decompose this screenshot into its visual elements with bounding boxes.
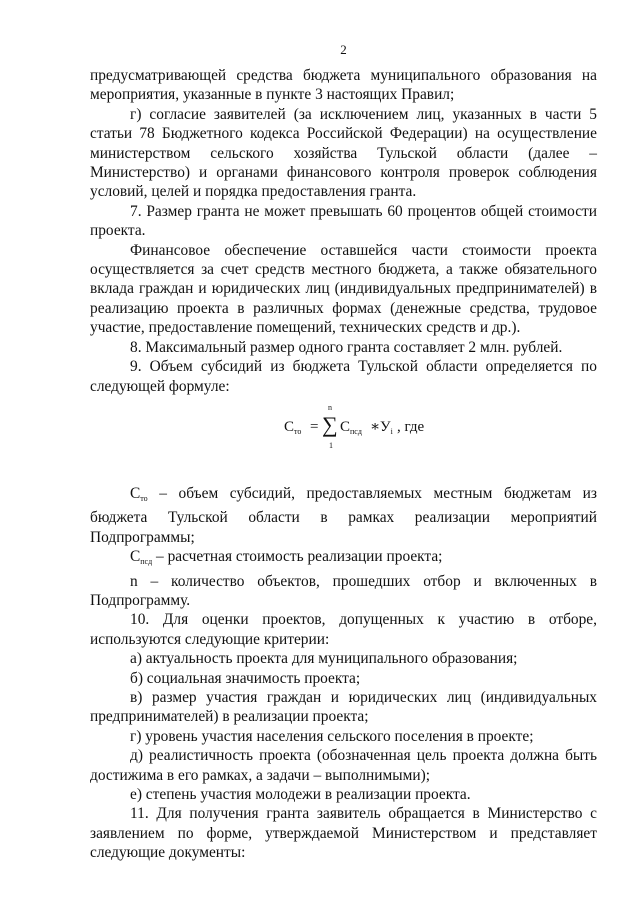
formula-sum-upper: n xyxy=(328,402,332,412)
criterion-item: а) актуальность проекта для муниципального образования; xyxy=(130,650,518,668)
definition-n: n – количество объектов, прошедших отбор и включенных в Подпрограмму. xyxy=(90,572,597,609)
criterion-item: б) социальная значимость проекта; xyxy=(130,669,361,687)
term-c-psd: Спсд xyxy=(130,548,153,567)
paragraph: 10. Для оценки проектов, допущенных к участию в отборе, используются следующие критерии: xyxy=(90,611,597,648)
paragraph: Финансовое обеспечение оставшейся части стоимости проекта осуществляется за счет средств местного бюджета, а также обязательного вклада граждан и юридических лиц (индивидуальных предпринимателей) в реализацию проекта в различных формах (денежные средства, трудовое участие, предоставление помещений, технических средств и др.). xyxy=(90,241,597,337)
page-number: 2 xyxy=(340,42,347,57)
criterion-item: е) степень участия молодежи в реализации проекта. xyxy=(130,786,471,803)
paragraph: 9. Объем субсидий из бюджета Тульской области определяется по следующей формуле: xyxy=(90,358,597,395)
paragraph: предусматривающей средства бюджета муниципального образования на мероприятия, указанные в пункте 3 настоящих Правил; xyxy=(90,67,597,104)
criterion-item: д) реалистичность проекта (обозначенная цель проекта должна быть достижима в его рамках, а задачи – выполнимыми); xyxy=(90,747,597,784)
definition-c-psd: Спсд – расчетная стоимость реализации проекта; xyxy=(130,548,443,567)
formula-times: ∗ xyxy=(370,418,381,435)
formula xyxy=(90,398,597,460)
formula-sum-lower: 1 xyxy=(329,440,333,450)
paragraph: г) согласие заявителей (за исключением лиц, указанных в части 5 статьи 78 Бюджетного кодекса Российской Федерации) на осуществление министерством сельского хозяйства Тульской области (далее – Министерство) и органами финансового контроля проверок соблюдения условий, целей и порядка предоставления гранта. xyxy=(90,105,597,201)
criterion-item: в) размер участия граждан и юридических лиц (индивидуальных предпринимателей) в реализации проекта; xyxy=(90,688,597,726)
paragraph: 11. Для получения гранта заявитель обращается в Министерство с заявлением по форме, утверждаемой Министерством и представляет следующие документы: xyxy=(90,805,597,862)
formula-y: $У_i$ xyxy=(380,418,393,436)
definition-c-to: Сто – объем субсидий, предоставляемых местным бюджетам из бюджета Тульской области в рамках реализации мероприятий Подпрограммы; xyxy=(90,484,597,546)
paragraph: 8. Максимальный размер одного гранта составляет 2 млн. рублей. xyxy=(130,338,563,356)
paragraph: 7. Размер гранта не может превышать 60 процентов общей стоимости проекта. xyxy=(90,202,597,240)
formula-term: $С_{псд}$ xyxy=(340,418,362,436)
term-c-to: Сто xyxy=(130,484,148,503)
formula-tail: , где xyxy=(397,418,425,435)
criterion-item: г) уровень участия населения сельского поселения в проекте; xyxy=(130,727,534,745)
formula-lhs: $С_{то}$ xyxy=(284,418,302,436)
document-page xyxy=(90,42,597,863)
formula-equals: = xyxy=(310,418,319,435)
formula-sum-sign: ∑ xyxy=(322,411,338,437)
